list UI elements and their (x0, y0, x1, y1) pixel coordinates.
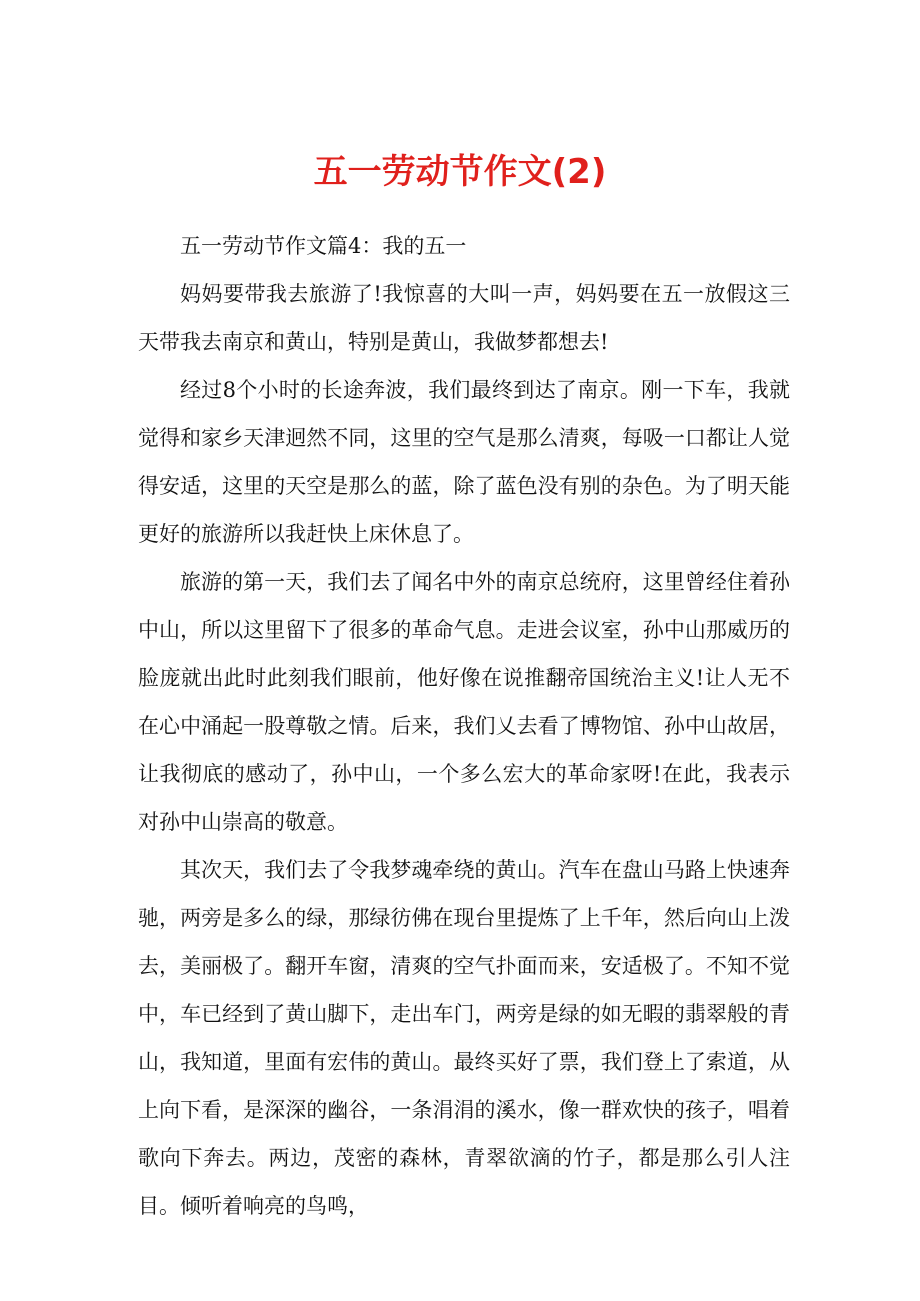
paragraph-1: 妈妈要带我去旅游了!我惊喜的大叫一声，妈妈要在五一放假这三天带我去南京和黄山，特别是黄山，我做梦都想去! (138, 282, 790, 354)
page-title: 五一劳动节作文(2) (313, 152, 607, 192)
article-body (138, 222, 790, 1230)
article-subtitle: 五一劳动节作文篇4：我的五一 (180, 234, 467, 258)
paragraph-4: 其次天，我们去了令我梦魂牵绕的黄山。汽车在盘山马路上快速奔驰，两旁是多么的绿，那绿彷佛在现台里提炼了上千年，然后向山上泼去，美丽极了。翻开车窗，清爽的空气扑面而来，安适极了。不知不觉中，车已经到了黄山脚下，走出车门，两旁是绿的如无暇的翡翠般的青山，我知道，里面有宏伟的黄山。最终买好了票，我们登上了索道，从上向下看，是深深的幽谷，一条涓涓的溪水，像一群欢快的孩子，唱着歌向下奔去。两边，茂密的森林，青翠欲滴的竹子，都是那么引人注目。倾听着响亮的鸟鸣， (138, 858, 790, 1218)
paragraph-3: 旅游的第一天，我们去了闻名中外的南京总统府，这里曾经住着孙中山，所以这里留下了很多的革命气息。走进会议室，孙中山那威历的脸庞就出此时此刻我们眼前，他好像在说推翻帝国统治主义!让人无不在心中涌起一股尊敬之情。后来，我们乂去看了博物馆、孙中山故居，让我彻底的感动了，孙中山，一个多么宏大的革命家呀!在此，我表示对孙中山崇高的敬意。 (138, 570, 790, 834)
paragraph-2: 经过8个小时的长途奔波，我们最终到达了南京。刚一下车，我就觉得和家乡天津迥然不同，这里的空气是那么清爽，每吸一口都让人觉得安适，这里的天空是那么的蓝，除了蓝色没有别的杂色。为了明天能更好的旅游所以我赶快上床休息了。 (138, 378, 790, 546)
